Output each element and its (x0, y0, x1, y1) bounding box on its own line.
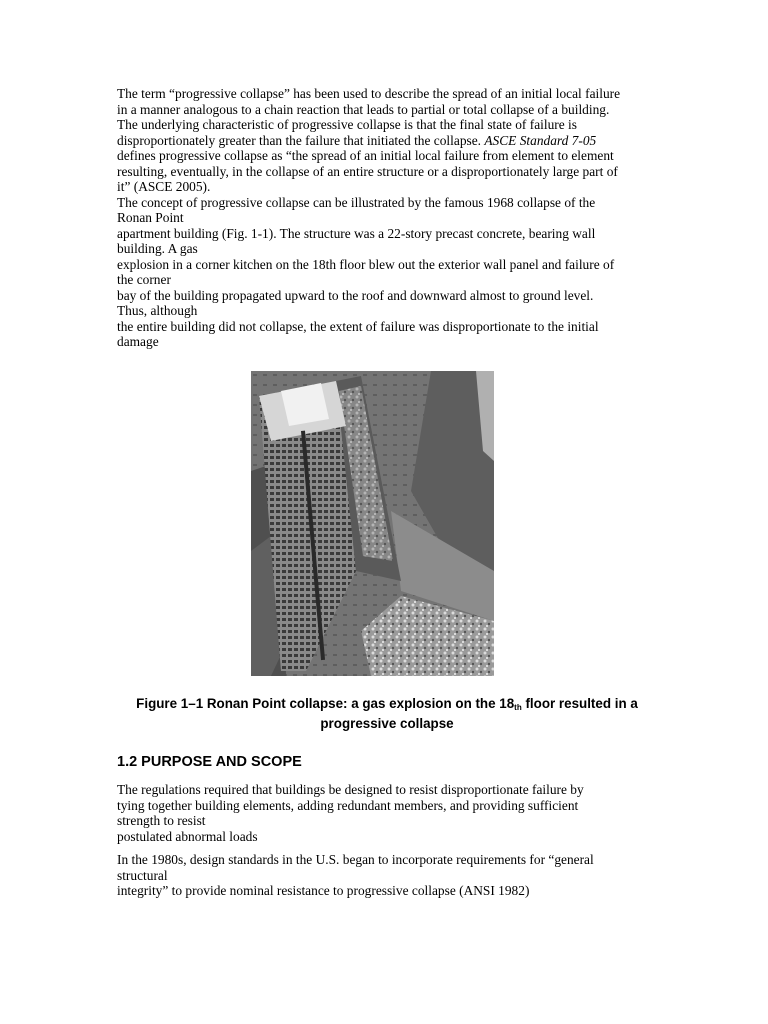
caption-text-end: floor resulted in a (521, 696, 638, 711)
text-line: building. A gas (117, 241, 198, 256)
caption-line-2: progressive collapse (320, 716, 454, 731)
text-line: The term “progressive collapse” has been used to describe the spread of an initial local failure (117, 86, 621, 101)
caption-line-1 (117, 696, 657, 716)
caption-superscript: th (514, 703, 522, 712)
text-line: defines progressive collapse as “the spread of an initial local failure from element to element (117, 148, 614, 163)
text-line: explosion in a corner kitchen on the 18th floor blew out the exterior wall panel and failure of (117, 256, 615, 272)
text-line: apartment building (Fig. 1-1). The structure was a 22-story precast concrete, bearing wall (117, 225, 596, 241)
section-heading: 1.2 PURPOSE AND SCOPE (117, 754, 302, 770)
text-line: The underlying characteristic of progressive collapse is that the final state of failure is (117, 117, 577, 132)
text-line: structural (117, 867, 168, 883)
text-line: the entire building did not collapse, the extent of failure was disproportionate to the initial (117, 318, 599, 334)
intro-paragraph (117, 86, 657, 350)
text-line: In the 1980s, design standards in the U.S. began to incorporate requirements for “general (117, 852, 594, 867)
asce-standard-ref: ASCE Standard 7-05 (484, 132, 597, 148)
text-line: bay of the building propagated upward to the roof and downward almost to ground level. (117, 287, 594, 303)
text-line: resulting, eventually, in the collapse of an entire structure or a disproportionately large part of (117, 163, 618, 179)
purpose-paragraph (117, 782, 657, 844)
text-line: Thus, although (117, 303, 198, 318)
text-line: The regulations required that buildings be designed to resist disproportionate failure by (117, 782, 584, 797)
text-line: in a manner analogous to a chain reaction that leads to partial or total collapse of a building. (117, 101, 610, 117)
text-line (117, 133, 657, 149)
ronan-point-photo (251, 371, 494, 676)
caption-text: Figure 1–1 Ronan Point collapse: a gas explosion on the 18 (136, 696, 515, 711)
text-line: tying together building elements, adding redundant members, and providing sufficient (117, 797, 579, 813)
text-line-part: disproportionately greater than the failure that initiated the collapse. (117, 132, 485, 148)
text-line: the corner (117, 272, 171, 287)
text-line: strength to resist (117, 813, 206, 828)
text-line: The concept of progressive collapse can be illustrated by the famous 1968 collapse of the (117, 194, 596, 210)
figure-caption (117, 696, 657, 732)
text-line: integrity” to provide nominal resistance to progressive collapse (ANSI 1982) (117, 883, 530, 898)
text-line: Ronan Point (117, 210, 184, 225)
text-line: damage (117, 334, 159, 349)
history-paragraph (117, 852, 657, 899)
text-line: it” (ASCE 2005). (117, 179, 211, 194)
text-line: postulated abnormal loads (117, 828, 258, 844)
